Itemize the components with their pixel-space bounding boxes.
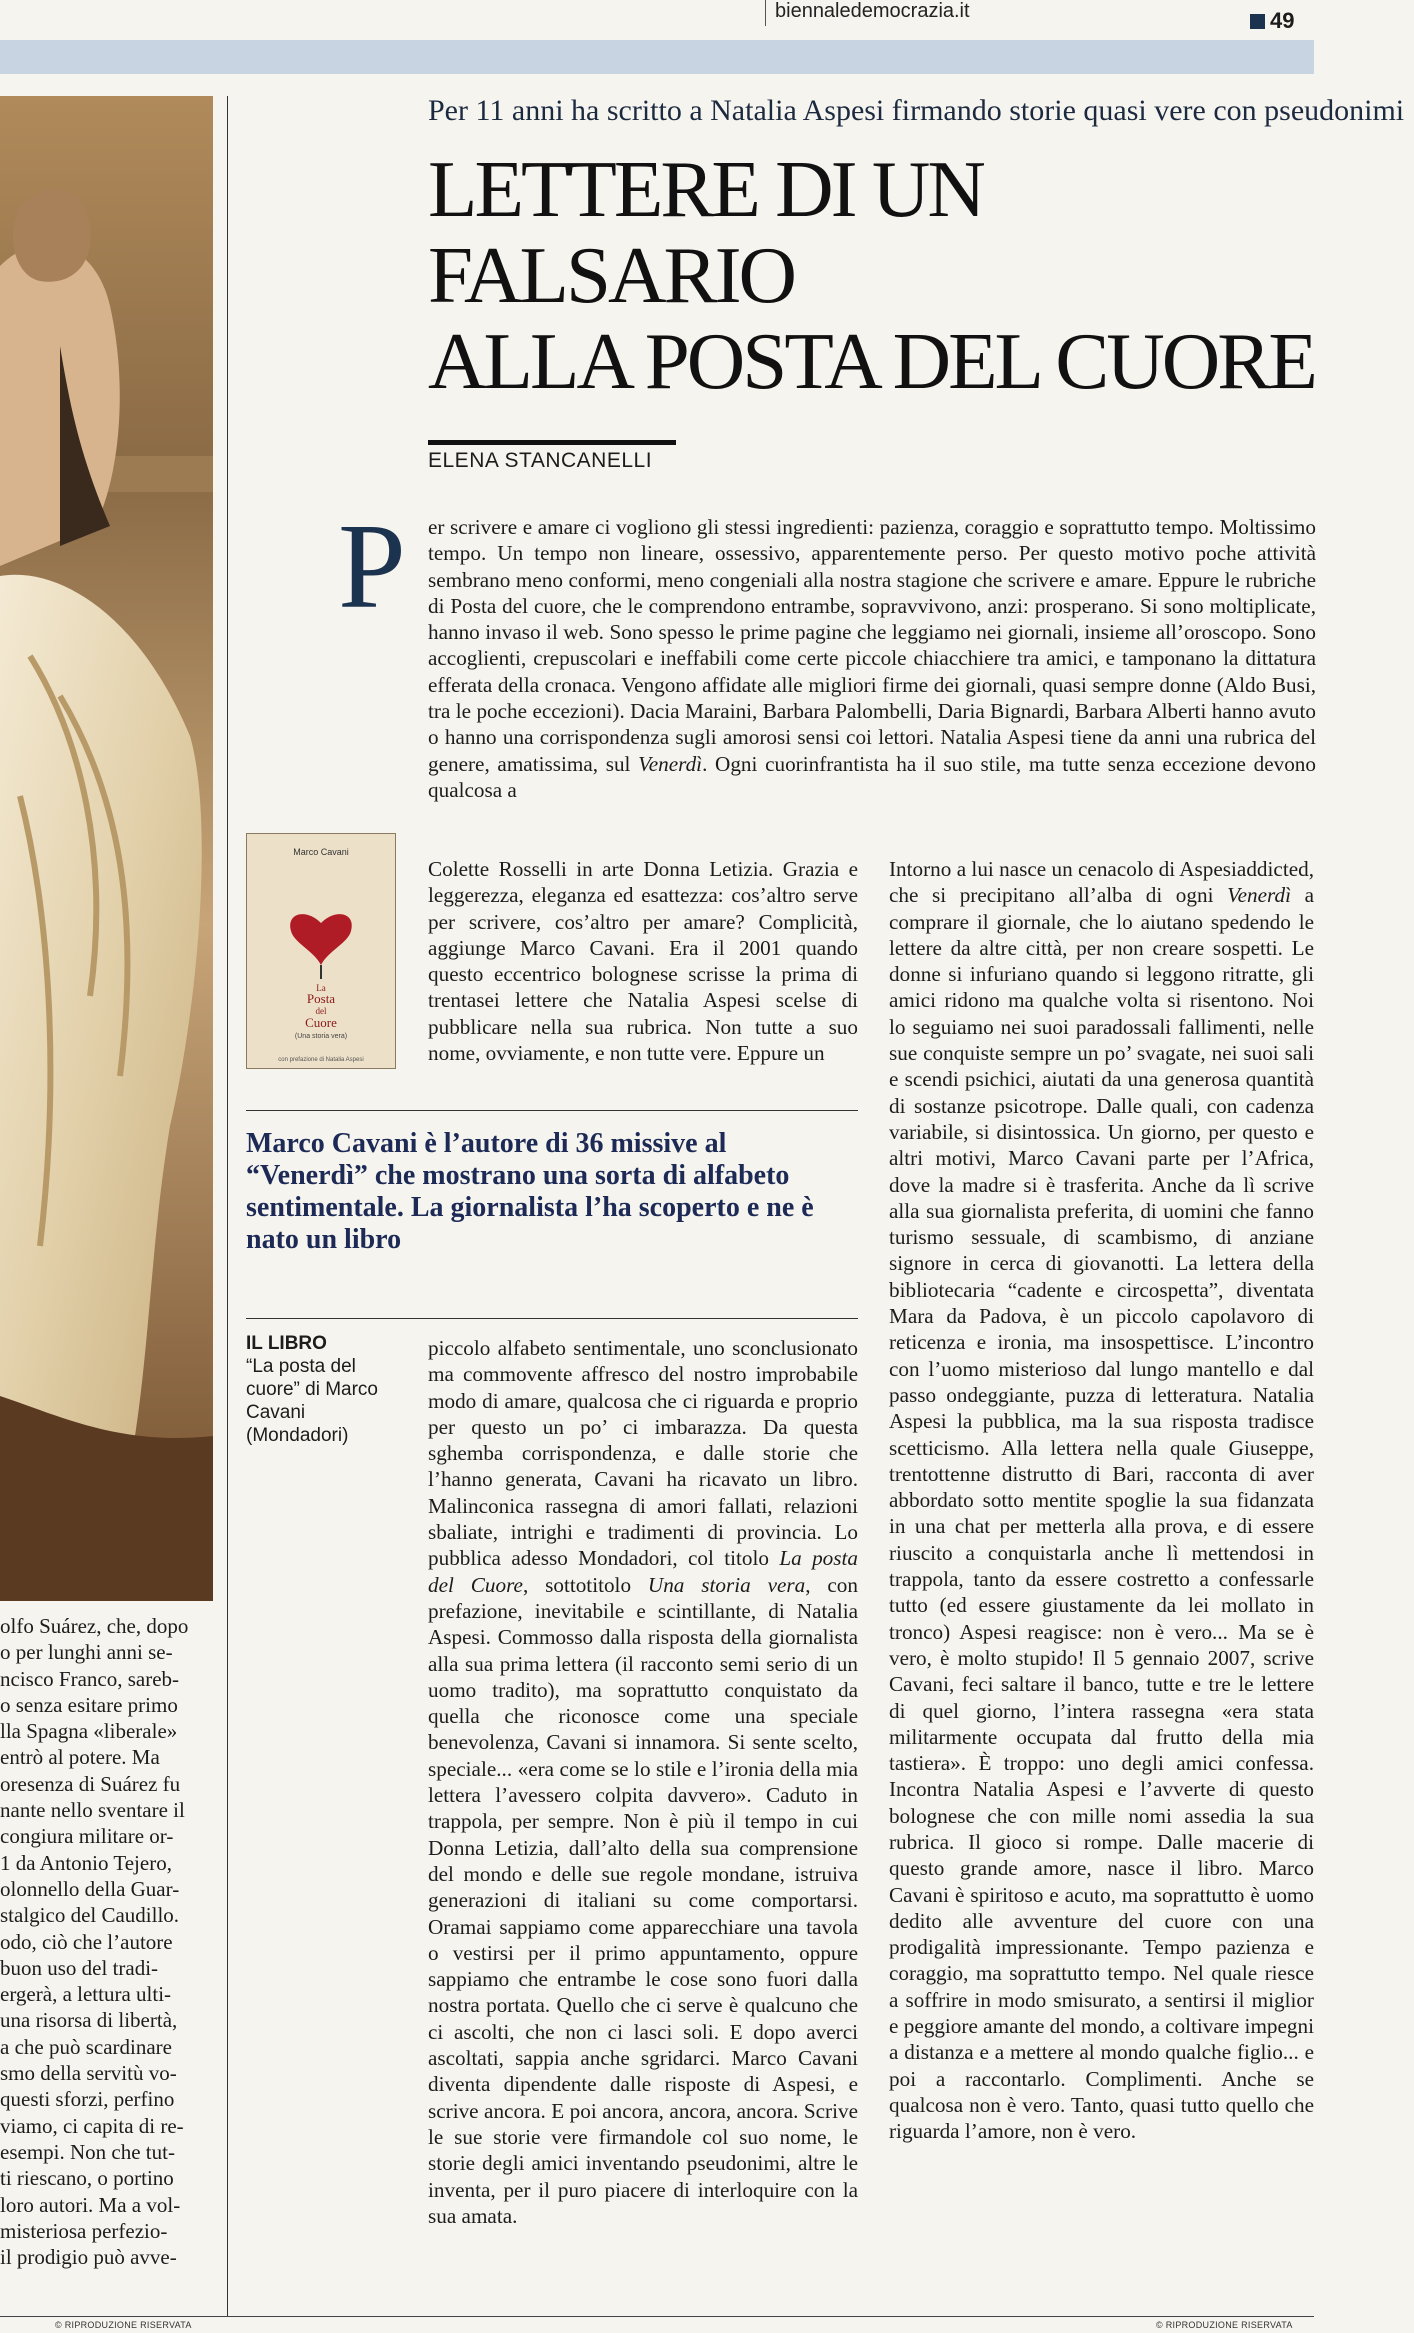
book-cover-subtitle: (Una storia vera) (294, 1033, 348, 1040)
left-column-line: lla Spagna «liberale» (0, 1719, 178, 1744)
left-column-line: esempi. Non che tut- (0, 2139, 175, 2164)
book-cover-preface: con prefazione di Natalia Aspesi (278, 1057, 364, 1063)
left-column-line: smo della servitù vo- (0, 2061, 177, 2086)
article-lead (428, 514, 1316, 803)
left-column-line: misteriosa perfezio- (0, 2218, 168, 2243)
book-info-box (246, 1332, 396, 1447)
book-cover-title-2: Posta (306, 991, 336, 1006)
pull-quote-rule-bottom (246, 1318, 858, 1319)
painting-photo (0, 96, 213, 1601)
left-column-line: ergerà, a lettura ulti- (0, 1982, 172, 2007)
top-color-band (0, 40, 1314, 74)
left-column-line: ncisco Franco, sareb- (0, 1666, 180, 1691)
left-column-line: stalgico del Caudillo. (0, 1903, 180, 1928)
page-number-square-icon (1250, 14, 1265, 29)
byline-bar (428, 440, 676, 445)
article-column-center-upper: Colette Rosselli in arte Donna Letizia. Grazia e leggerezza, eleganza ed esattezza: cos’altro serve per scrivere, cos’altro per amare? Complicità, aggiunge Marco Cavani. Era il 2001 quando questo eccentrico bolognese scrisse la prima di trentasei lettere che Natalia Aspesi scelse di pubblicare nella sua rubrica. Non tutte a suo nome, ovviamente, e non tutte vere. Eppure un (428, 857, 858, 1066)
right-column-paragraph: Intorno a lui nasce un cenacolo di Aspesiaddicted, che si precipitano all’alba di ogni Venerdì a comprare il giornale, che lo aiutano spedendo le lettere da altre città, per non creare sospetti. Le donne si infuriano quando si leggono ritratte, gli amici ridono ma qualche volta si risentono. Noi lo seguiamo nei suoi paradossali fallimenti, nelle sue conquiste sempre un po’ svagate, nei suoi sali e scendi psichici, aiutati da una generosa quantità di sostanze psicotrope. Dalle quali, con cadenza variabile, si disintossica. Un giorno, per questo e altri motivi, Marco Cavani parte per l’Africa, dove la madre si è trasferita. Anche da lì scrive alla sua giornalista preferita, di uomini che fanno turismo sessuale, di scambismo, di anziane signore in cerca di giovanotti. La lettera della bibliotecaria “cadente e circospetta”, diventata Mara da Padova, è un piccolo capolavoro di reticenza e ironia, ma insospettisce. L’incontro con l’uomo misterioso dal lungo mantello e dal passo ondeggiante, puzza di letteratura. Natalia Aspesi la pubblica, ma la sua risposta tradisce scetticismo. Alla lettera nella quale Giuseppe, trentottenne distrutto di Bari, racconta di aver abbordato sotto mentite spoglie la sua fidanzata in una chat per metterla alla prova, e di essere riuscito a conquistarla anche lì mettendosi in trappola, tanto da essere costretto a confessarle tutto (ed essere giustamente da lei mollato in tronco) Aspesi reagisce: non è vero... Ma se è vero, è molto stupido! Il 5 gennaio 2007, scrive Cavani, feci saltare il banco, tutte e tre le lettere di quel giorno, l’intera rassegna «era stata militarmente occupata dal frutto della mia tastiera». È troppo: uno degli amici confessa. Incontra Natalia Aspesi e l’avverte di questo bolognese che con mille nomi assedia la sua rubrica. Il gioco si rompe. Dalle macerie di questo grande amore, nasce il libro. Marco Cavani è spiritoso e acuto, ma soprattutto è uomo dedito alle avventure del cuore con una prodigalità impressionante. Tempo pazienza e coraggio, ma soprattutto tempo. Nel quale riesce a soffrire in modo smisurato, a sentirsi il miglior e peggiore amante del mondo, a coltivare impegni a distanza e a mettere al mondo qualche figlio... e poi a raccontarlo. Complimenti. Anche se qualcosa non è vero. Tanto, quasi tutto quello che riguarda l’amore, non è vero. (889, 857, 1314, 2144)
left-column-line: loro autori. Ma a vol- (0, 2192, 181, 2217)
left-column-line: olonnello della Guar- (0, 1876, 180, 1901)
book-cover-author: Marco Cavani (293, 847, 349, 857)
left-column-line: questi sforzi, perfino (0, 2087, 175, 2112)
book-cover-title-1: La (316, 983, 326, 993)
headline-line-2: ALLA POSTA DEL CUORE (428, 316, 1315, 406)
left-column-line: oresenza di Suárez fu (0, 1771, 181, 1796)
copyright-left: © RIPRODUZIONE RISERVATA (55, 2320, 192, 2330)
headline-line-1: LETTERE DI UN FALSARIO (428, 144, 983, 320)
column-divider (227, 96, 228, 2316)
left-article-column (0, 1613, 212, 2270)
masthead-site[interactable]: biennaledemocrazia.it (775, 0, 970, 22)
masthead-divider (765, 0, 766, 26)
left-column-line: il prodigio può avve- (0, 2245, 177, 2270)
left-column-line: ti riescano, o portino (0, 2166, 174, 2191)
copyright-right: © RIPRODUZIONE RISERVATA (1156, 2320, 1293, 2330)
drop-cap: P (338, 499, 406, 634)
book-info-title: IL LIBRO (246, 1333, 327, 1354)
left-column-line: buon uso del tradi- (0, 1955, 159, 1980)
article-kicker: Per 11 anni ha scritto a Natalia Aspesi firmando storie quasi vere con pseudonimi (428, 94, 1405, 127)
left-column-line: congiura militare or- (0, 1824, 174, 1849)
book-cover-title-4: Cuore (305, 1015, 337, 1030)
left-column-line: a che può scardinare (0, 2034, 172, 2059)
left-column-line: nante nello sventare il (0, 1798, 185, 1823)
left-column-line: viamo, ci capita di re- (0, 2113, 184, 2138)
page-number-value: 49 (1270, 8, 1295, 33)
article-byline: ELENA STANCANELLI (428, 449, 653, 472)
article-column-center-lower (428, 1335, 858, 2229)
page-number (1250, 8, 1294, 34)
bottom-rule (0, 2316, 1314, 2317)
lead-paragraph: er scrivere e amare ci vogliono gli stessi ingredienti: pazienza, coraggio e soprattutto tempo. Moltissimo tempo. Un tempo non lineare, ossessivo, apparentemente perso. Per questo motivo poche attività sembrano meno conformi, meno congeniali alla nostra stagione che scrivere e amare. Eppure le rubriche di Posta del cuore, che le comprendono entrambe, sopravvivono, anzi: prosperano. Si sono moltiplicate, hanno invaso il web. Sono spesso le prime pagine che leggiamo nei giornali, insieme all’oroscopo. Sono accoglienti, crepuscolari e ineffabili come certe piccole chiacchiere tra amici, e tamponano la dittatura efferata della cronaca. Vengono affidate alle migliori firme dei giornali, quasi sempre donne (Aldo Busi, tra le poche eccezioni). Dacia Maraini, Barbara Palombelli, Daria Bignardi, Barbara Alberti hanno avuto o hanno una corrispondenza sugli amorosi sensi coi lettori. Natalia Aspesi tiene da anni una rubrica del genere, amatissima, sul Venerdì. Ogni cuorinfrantista ha il suo stile, ma tutte senza eccezione devono qualcosa a (428, 515, 1316, 802)
left-column-line: o per lunghi anni se- (0, 1640, 173, 1665)
pull-quote-rule-top (246, 1110, 858, 1111)
book-cover-image (246, 833, 396, 1069)
book-info-text: “La posta del cuore” di Marco Cavani (Mondadori) (246, 1356, 378, 1446)
left-column-line: olfo Suárez, che, dopo (0, 1614, 189, 1638)
left-column-line: una risorsa di libertà, (0, 2008, 178, 2033)
article-column-right (889, 856, 1314, 2145)
left-column-line: 1 da Antonio Tejero, (0, 1850, 172, 1875)
article-headline (428, 146, 1328, 404)
book-cover-title-3: del (315, 1006, 327, 1016)
left-column-line: o senza esitare primo (0, 1692, 178, 1717)
left-column-line: entrò al potere. Ma (0, 1745, 160, 1770)
left-column-line: odo, ciò che l’autore (0, 1929, 173, 1954)
center-lower-paragraph: piccolo alfabeto sentimentale, uno sconclusionato ma commovente affresco del nostro improbabile modo di amare, qualcosa che ci riguarda e proprio per questo un po’ ci imbarazza. Da questa sghemba corrispondenza, e dalle storie che l’hanno generata, Cavani ha ricavato un libro. Malinconica rassegna di amori fallati, relazioni sbaliate, intrighi e tradimenti di provincia. Lo pubblica adesso Mondadori, col titolo La posta del Cuore, sottotitolo Una storia vera, con prefazione, inevitabile e scintillante, di Natalia Aspesi. Commosso dalla risposta della giornalista alla sua prima lettera (il racconto semi serio di un uomo tradito), ma soprattutto conquistato da quella che riconosce come una speciale benevolenza, Cavani si innamora. Si sente scelto, speciale... «era come se lo stile e l’ironia della mia lettera l’avessero colpita davvero». Caduto in trappola, per sempre. Non è più il tempo in cui Donna Letizia, dall’alto della sua comprensione del mondo e delle sue regole mondane, istruiva generazioni di italiani su come comportarsi. Oramai sappiamo come apparecchiare una tavola o vestirsi per il primo appuntamento, oppure sappiamo che entrambe le cose sono fuori dalla nostra portata. Quello che ci serve è qualcuno che ci ascolti, che non ci lasci soli. E dopo averci ascoltati, sappia anche sgridarci. Marco Cavani diventa dipendente dalle risposte di Aspesi, e scrive ancora. E poi ancora, ancora, ancora. Scrive le sue storie vere firmandole col suo nome, le storie degli amici inventando pseudonimi, altre le inventa, per il puro piacere di interloquire con la sua amata. (428, 1336, 858, 2228)
pull-quote: Marco Cavani è l’autore di 36 missive al “Venerdì” che mostrano una sorta di alfabeto sentimentale. La giornalista l’ha scoperto e ne è nato un libro (246, 1128, 814, 1255)
